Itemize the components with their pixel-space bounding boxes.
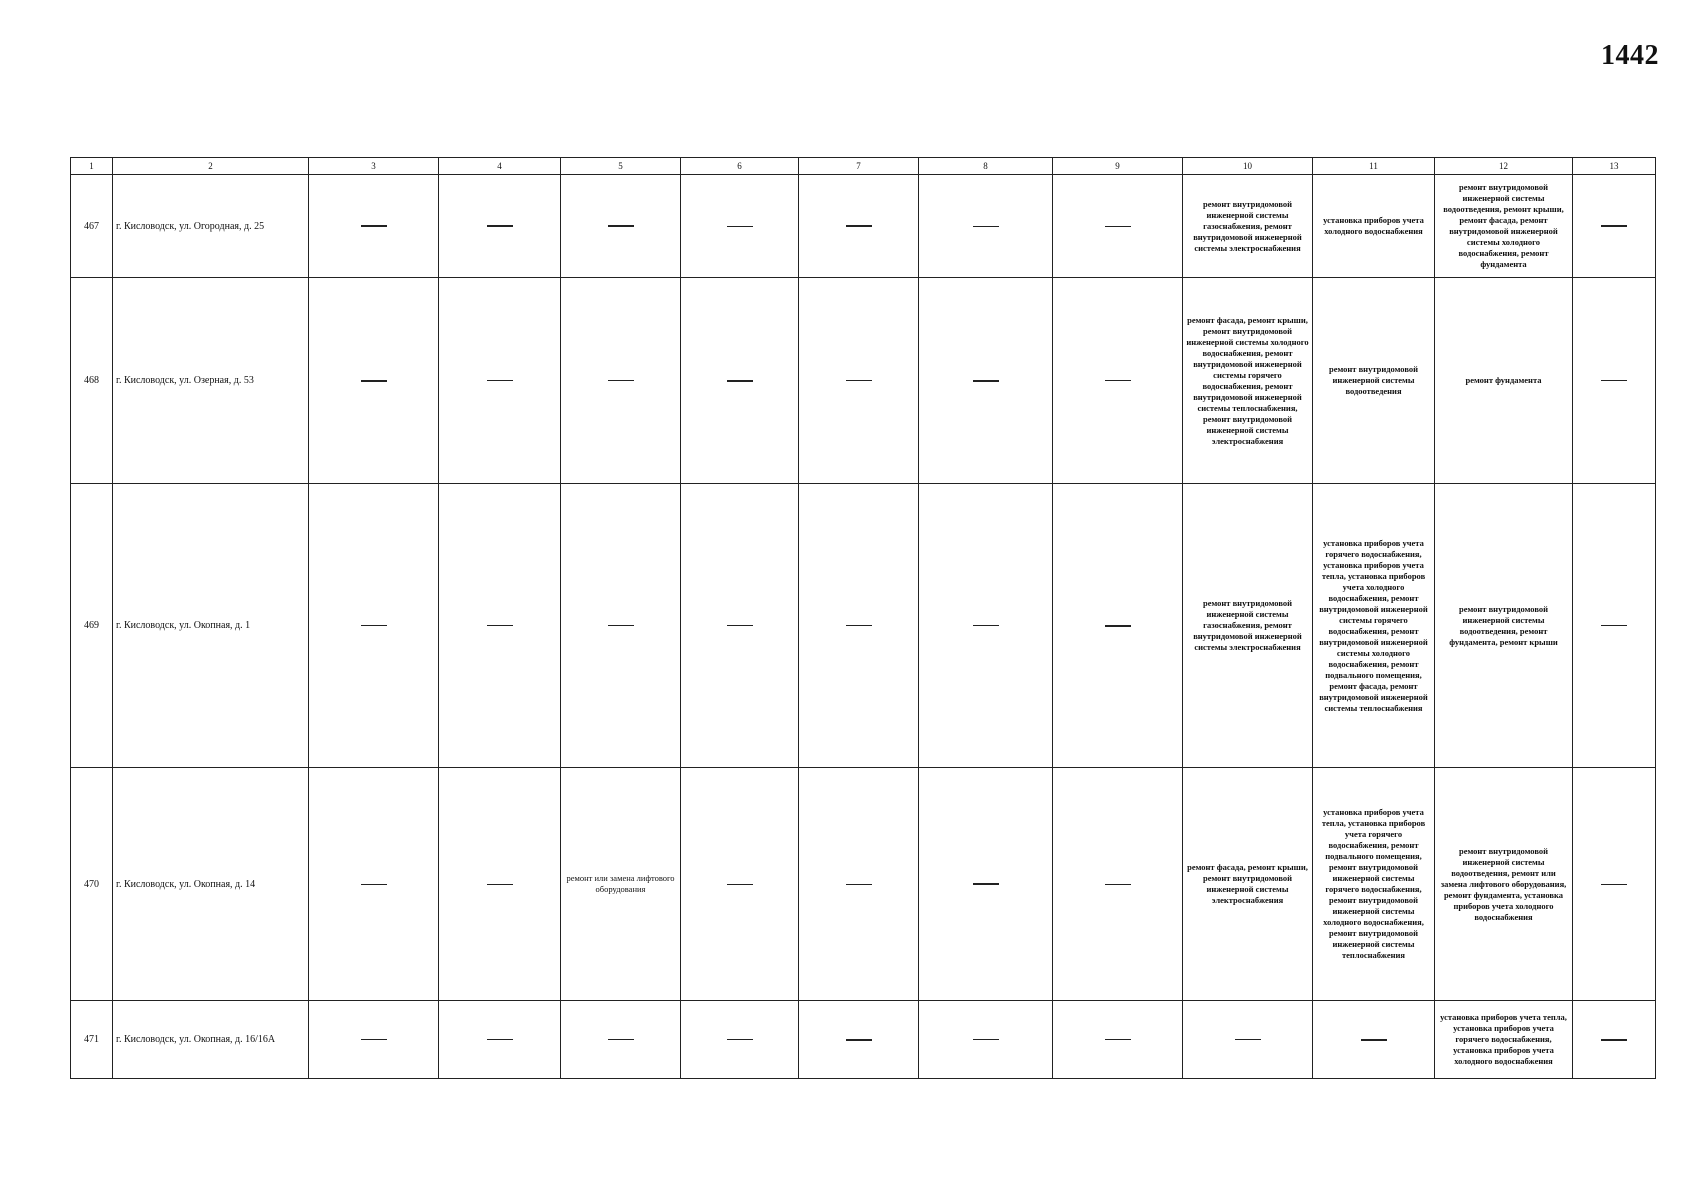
dash-mark — [727, 1039, 753, 1040]
dash-mark — [973, 625, 999, 626]
column-header: 2 — [113, 158, 309, 175]
dash-mark — [1601, 380, 1627, 381]
work-cell: ремонт внутридомовой инженерной системы водоотведения, ремонт фундамента, ремонт крыши — [1435, 484, 1573, 768]
table-row — [71, 175, 1656, 278]
dash-mark — [846, 225, 872, 227]
dash-mark — [487, 225, 513, 227]
empty-cell — [561, 278, 681, 484]
empty-cell — [439, 768, 561, 1001]
empty-cell — [1053, 484, 1183, 768]
dash-mark — [1105, 226, 1131, 227]
dash-mark — [608, 225, 634, 227]
empty-cell — [1053, 175, 1183, 278]
empty-cell — [439, 1001, 561, 1079]
column-header: 4 — [439, 158, 561, 175]
work-cell: ремонт фасада, ремонт крыши, ремонт внутридомовой инженерной системы холодного водоснабжения, ремонт внутридомовой инженерной системы горячего водоснабжения, ремонт внутридомовой инженерной системы теплоснабжения, ремонт внутридомовой инженерной системы электроснабжения — [1183, 278, 1313, 484]
dash-mark — [1105, 884, 1131, 885]
empty-cell — [919, 175, 1053, 278]
dash-mark — [1105, 1039, 1131, 1040]
work-cell: установка приборов учета горячего водоснабжения, установка приборов учета тепла, установка приборов учета холодного водоснабжения, ремонт внутридомовой инженерной системы горячего водоснабжения, ремонт внутридомовой инженерной системы холодного водоснабжения, ремонт подвального помещения, ремонт фасада, ремонт внутридомовой инженерной системы теплоснабжения — [1313, 484, 1435, 768]
empty-cell — [561, 1001, 681, 1079]
row-number: 471 — [71, 1001, 113, 1079]
empty-cell — [1573, 278, 1656, 484]
empty-cell — [439, 484, 561, 768]
repair-register-table — [70, 157, 1656, 1079]
row-number: 470 — [71, 768, 113, 1001]
empty-cell — [919, 278, 1053, 484]
empty-cell — [1573, 768, 1656, 1001]
empty-cell — [681, 175, 799, 278]
column-header: 10 — [1183, 158, 1313, 175]
dash-mark — [1105, 625, 1131, 627]
empty-cell — [919, 484, 1053, 768]
dash-mark — [1235, 1039, 1261, 1040]
dash-mark — [608, 1039, 634, 1040]
page-number: 1442 — [1601, 40, 1659, 71]
column-number-row — [71, 158, 1656, 175]
empty-cell — [799, 278, 919, 484]
dash-mark — [973, 883, 999, 885]
empty-cell — [1573, 484, 1656, 768]
empty-cell — [919, 768, 1053, 1001]
dash-mark — [973, 226, 999, 227]
empty-cell — [309, 768, 439, 1001]
dash-mark — [361, 225, 387, 227]
dash-mark — [727, 625, 753, 626]
column-header: 13 — [1573, 158, 1656, 175]
dash-mark — [973, 380, 999, 382]
dash-mark — [487, 884, 513, 885]
empty-cell — [309, 278, 439, 484]
dash-mark — [727, 226, 753, 227]
column-header: 1 — [71, 158, 113, 175]
work-cell: ремонт внутридомовой инженерной системы газоснабжения, ремонт внутридомовой инженерной системы электроснабжения — [1183, 484, 1313, 768]
empty-cell — [1573, 175, 1656, 278]
dash-mark — [361, 380, 387, 382]
table-row — [71, 1001, 1656, 1079]
dash-mark — [1105, 380, 1131, 381]
work-cell: ремонт или замена лифтового оборудования — [561, 768, 681, 1001]
empty-cell — [1053, 1001, 1183, 1079]
empty-cell — [309, 1001, 439, 1079]
empty-cell — [1053, 278, 1183, 484]
work-cell: ремонт внутридомовой инженерной системы водоотведения — [1313, 278, 1435, 484]
empty-cell — [799, 484, 919, 768]
empty-cell — [681, 278, 799, 484]
column-header: 11 — [1313, 158, 1435, 175]
work-cell: установка приборов учета тепла, установка приборов учета горячего водоснабжения, установка приборов учета холодного водоснабжения — [1435, 1001, 1573, 1079]
dash-mark — [608, 625, 634, 626]
empty-cell — [439, 278, 561, 484]
empty-cell — [1573, 1001, 1656, 1079]
table-row — [71, 484, 1656, 768]
dash-mark — [727, 380, 753, 382]
work-cell: ремонт внутридомовой инженерной системы водоотведения, ремонт крыши, ремонт фасада, ремонт внутридомовой инженерной системы холодного водоснабжения, ремонт фундамента — [1435, 175, 1573, 278]
dash-mark — [846, 884, 872, 885]
empty-cell — [309, 175, 439, 278]
work-cell: ремонт фундамента — [1435, 278, 1573, 484]
empty-cell — [681, 1001, 799, 1079]
column-header: 8 — [919, 158, 1053, 175]
table-row — [71, 768, 1656, 1001]
address-cell: г. Кисловодск, ул. Окопная, д. 1 — [113, 484, 309, 768]
dash-mark — [361, 625, 387, 626]
dash-mark — [1601, 625, 1627, 626]
address-cell: г. Кисловодск, ул. Окопная, д. 14 — [113, 768, 309, 1001]
table-row — [71, 278, 1656, 484]
dash-mark — [846, 380, 872, 381]
dash-mark — [1361, 1039, 1387, 1041]
dash-mark — [487, 380, 513, 381]
empty-cell — [919, 1001, 1053, 1079]
dash-mark — [973, 1039, 999, 1040]
work-cell: ремонт внутридомовой инженерной системы газоснабжения, ремонт внутридомовой инженерной системы электроснабжения — [1183, 175, 1313, 278]
empty-cell — [681, 768, 799, 1001]
column-header: 3 — [309, 158, 439, 175]
column-header: 12 — [1435, 158, 1573, 175]
empty-cell — [561, 484, 681, 768]
column-header: 5 — [561, 158, 681, 175]
dash-mark — [361, 884, 387, 885]
dash-mark — [487, 625, 513, 626]
empty-cell — [1053, 768, 1183, 1001]
empty-cell — [799, 175, 919, 278]
dash-mark — [846, 625, 872, 626]
dash-mark — [1601, 1039, 1627, 1041]
empty-cell — [681, 484, 799, 768]
dash-mark — [727, 884, 753, 885]
address-cell: г. Кисловодск, ул. Огородная, д. 25 — [113, 175, 309, 278]
work-cell: ремонт внутридомовой инженерной системы водоотведения, ремонт или замена лифтового оборудования, ремонт фундамента, установка приборов учета холодного водоснабжения — [1435, 768, 1573, 1001]
dash-mark — [1601, 884, 1627, 885]
column-header: 7 — [799, 158, 919, 175]
empty-cell — [1313, 1001, 1435, 1079]
dash-mark — [1601, 225, 1627, 227]
empty-cell — [561, 175, 681, 278]
address-cell: г. Кисловодск, ул. Окопная, д. 16/16А — [113, 1001, 309, 1079]
column-header: 6 — [681, 158, 799, 175]
row-number: 467 — [71, 175, 113, 278]
empty-cell — [309, 484, 439, 768]
row-number: 469 — [71, 484, 113, 768]
empty-cell — [1183, 1001, 1313, 1079]
dash-mark — [487, 1039, 513, 1040]
empty-cell — [439, 175, 561, 278]
work-cell: установка приборов учета холодного водоснабжения — [1313, 175, 1435, 278]
row-number: 468 — [71, 278, 113, 484]
work-cell: установка приборов учета тепла, установка приборов учета горячего водоснабжения, ремонт подвального помещения, ремонт внутридомовой инженерной системы горячего водоснабжения, ремонт внутридомовой инженерной системы холодного водоснабжения, ремонт внутридомовой инженерной системы теплоснабжения — [1313, 768, 1435, 1001]
column-header: 9 — [1053, 158, 1183, 175]
empty-cell — [799, 768, 919, 1001]
dash-mark — [361, 1039, 387, 1040]
empty-cell — [799, 1001, 919, 1079]
work-cell: ремонт фасада, ремонт крыши, ремонт внутридомовой инженерной системы электроснабжения — [1183, 768, 1313, 1001]
dash-mark — [846, 1039, 872, 1041]
dash-mark — [608, 380, 634, 381]
address-cell: г. Кисловодск, ул. Озерная, д. 53 — [113, 278, 309, 484]
